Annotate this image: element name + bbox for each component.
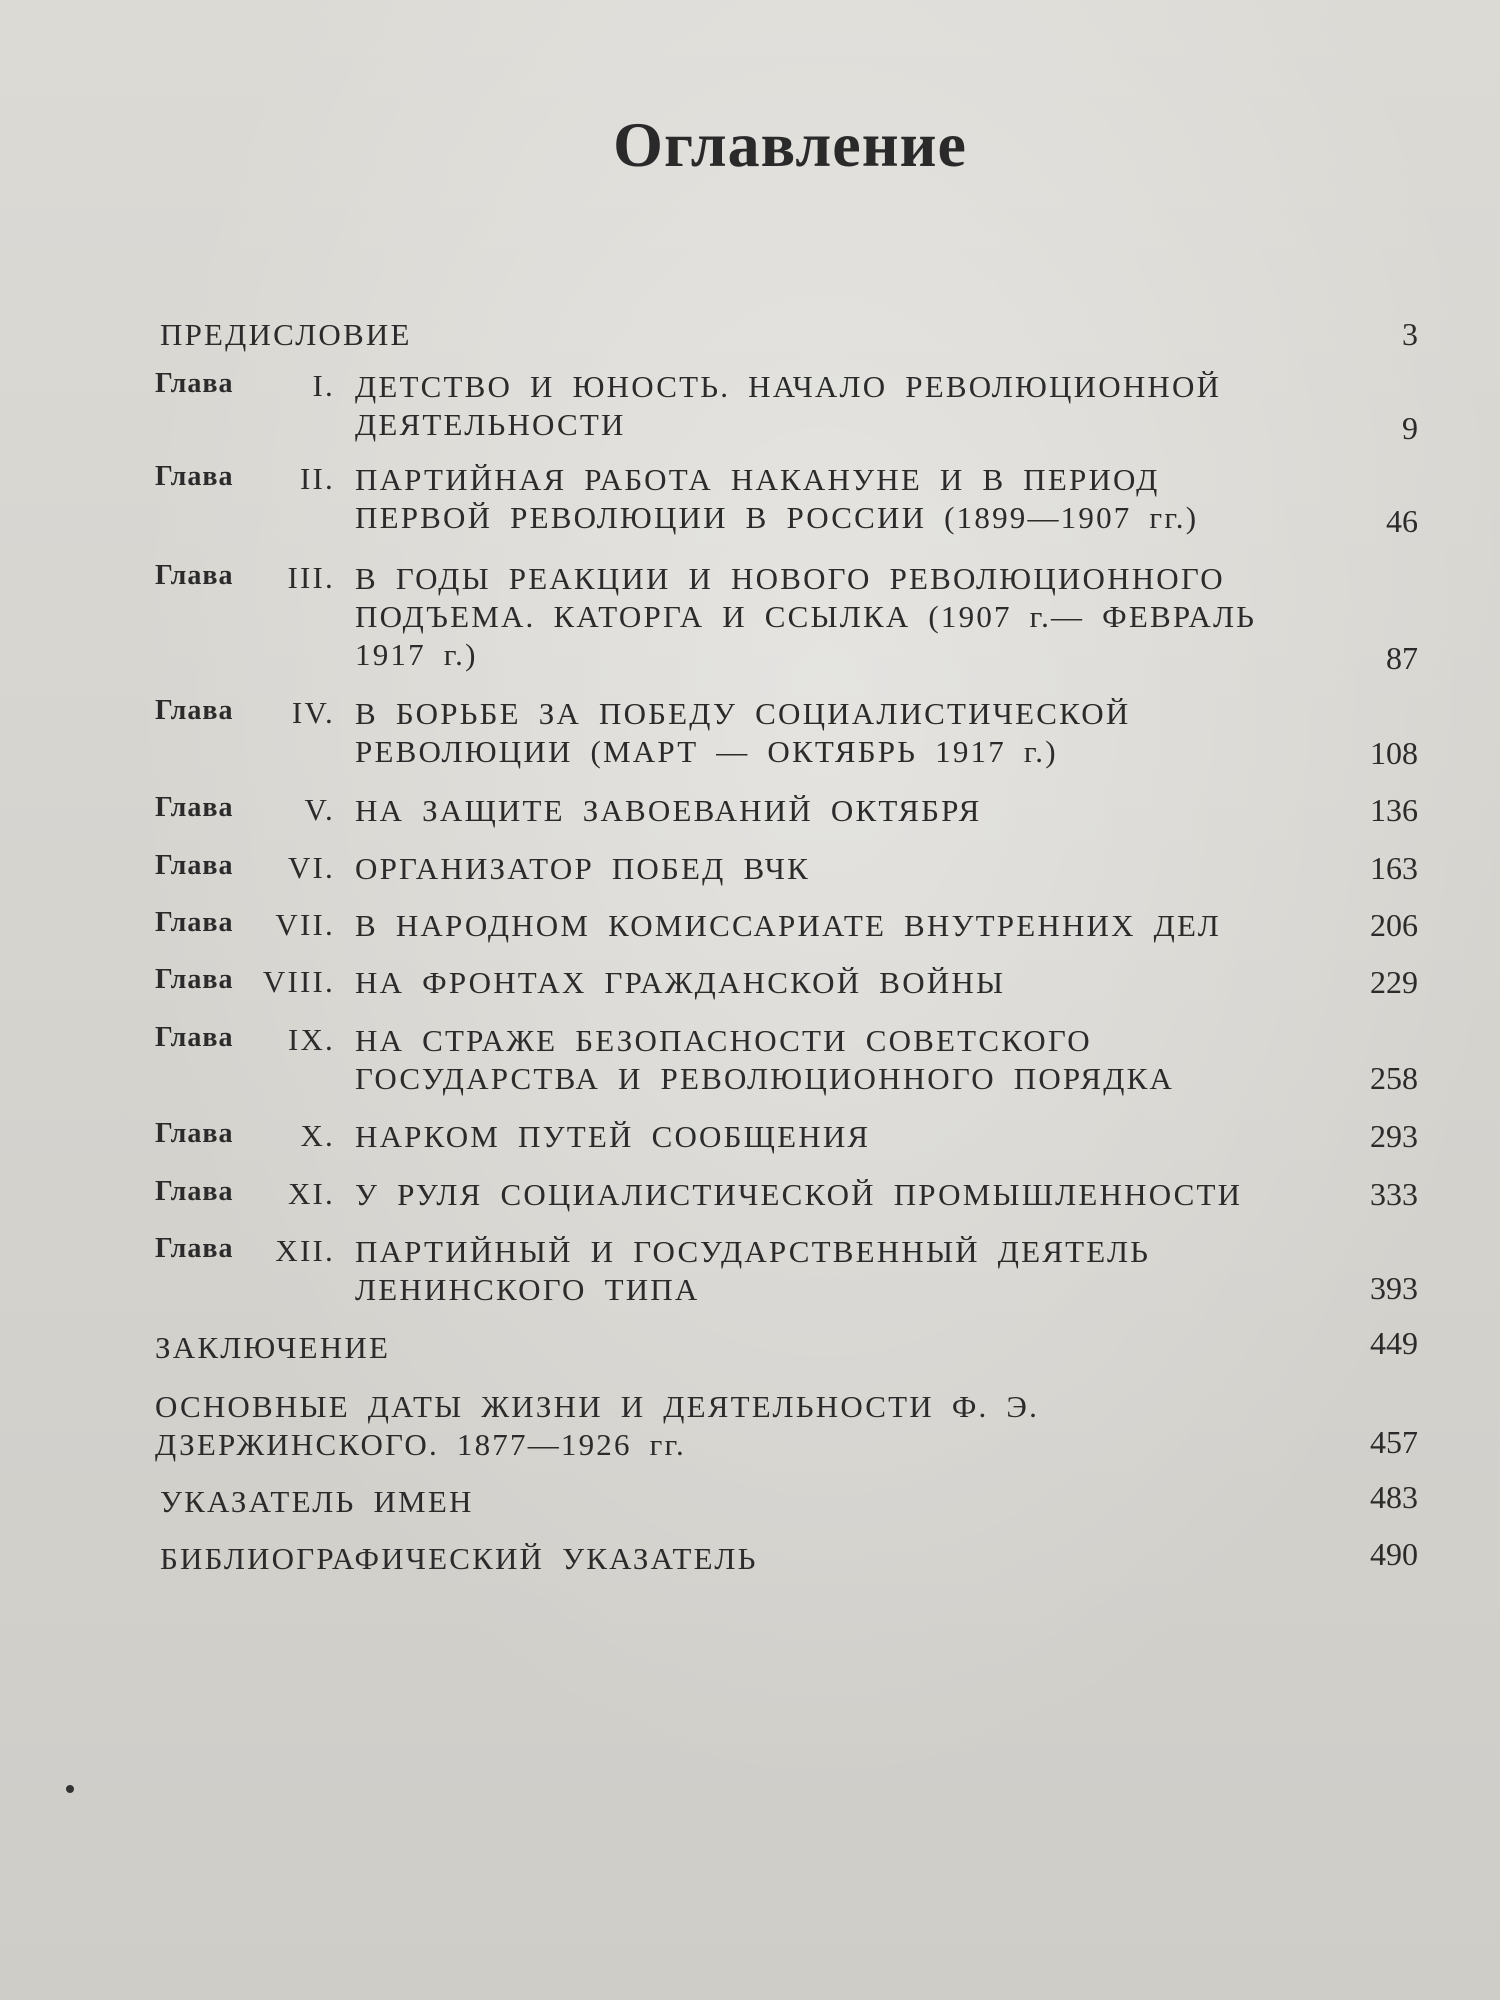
toc-page-number: 163 <box>1370 850 1418 886</box>
toc-chapter-label: Глава <box>155 1233 234 1264</box>
toc-entry-text: ЗАКЛЮЧЕНИЕ <box>155 1330 391 1365</box>
toc-page-number: 457 <box>1370 1424 1418 1460</box>
toc-chapter-label: Глава <box>155 368 234 399</box>
toc-entry-text: ПРЕДИСЛОВИЕ <box>160 317 412 352</box>
toc-page-number: 483 <box>1370 1479 1418 1515</box>
toc-entry-text: НАРКОМ ПУТЕЙ СООБЩЕНИЯ <box>355 1119 871 1154</box>
page-title: Оглавление <box>613 109 967 180</box>
toc-chapter-number: VI. <box>287 850 335 885</box>
toc-page-number: 393 <box>1370 1270 1418 1306</box>
toc-chapter-number: IX. <box>287 1022 335 1057</box>
toc-chapter-number: XII. <box>275 1233 335 1268</box>
toc-page-number: 9 <box>1402 410 1418 446</box>
toc-entry-text: В НАРОДНОМ КОМИССАРИАТЕ ВНУТРЕННИХ ДЕЛ <box>355 908 1221 943</box>
toc-page-number: 87 <box>1386 640 1418 676</box>
toc-entry-text: НА ЗАЩИТЕ ЗАВОЕВАНИЙ ОКТЯБРЯ <box>355 793 982 828</box>
toc-chapter-number: VII. <box>275 907 335 942</box>
toc-page-number: 136 <box>1370 792 1418 828</box>
toc-entry-text: У РУЛЯ СОЦИАЛИСТИЧЕСКОЙ ПРОМЫШЛЕННОСТИ <box>355 1177 1243 1212</box>
toc-chapter-label: Глава <box>155 461 234 492</box>
toc-chapter-label: Глава <box>155 1022 234 1053</box>
toc-entry-text: В ГОДЫ РЕАКЦИИ И НОВОГО РЕВОЛЮЦИОННОГО ПОДЪЕМА. КАТОРГА И ССЫЛКА (1907 г.— ФЕВРАЛЬ 1917 г.) <box>355 561 1257 672</box>
toc-chapter-label: Глава <box>155 964 234 995</box>
toc-chapter-number: II. <box>300 461 335 496</box>
toc-chapter-label: Глава <box>155 560 234 591</box>
toc-entry-text: ПАРТИЙНЫЙ И ГОСУДАРСТВЕННЫЙ ДЕЯТЕЛЬ ЛЕНИНСКОГО ТИПА <box>355 1234 1151 1307</box>
toc-chapter-number: VIII. <box>262 964 335 999</box>
toc-entry-text: НА ФРОНТАХ ГРАЖДАНСКОЙ ВОЙНЫ <box>355 965 1006 1000</box>
toc-chapter-label: Глава <box>155 1176 234 1207</box>
toc-chapter-number: I. <box>312 368 335 403</box>
toc-entry-text: ОСНОВНЫЕ ДАТЫ ЖИЗНИ И ДЕЯТЕЛЬНОСТИ Ф. Э. ДЗЕРЖИНСКОГО. 1877—1926 гг. <box>155 1389 1040 1462</box>
toc-page-number: 3 <box>1402 316 1418 352</box>
toc-chapter-label: Глава <box>155 792 234 823</box>
toc-chapter-label: Глава <box>155 850 234 881</box>
toc-entry-text: НА СТРАЖЕ БЕЗОПАСНОСТИ СОВЕТСКОГО ГОСУДАРСТВА И РЕВОЛЮЦИОННОГО ПОРЯДКА <box>355 1023 1175 1096</box>
toc-chapter-label: Глава <box>155 695 234 726</box>
toc-page-number: 258 <box>1370 1060 1418 1096</box>
toc-entry-text: БИБЛИОГРАФИЧЕСКИЙ УКАЗАТЕЛЬ <box>160 1541 758 1576</box>
toc-entry-text: УКАЗАТЕЛЬ ИМЕН <box>160 1484 474 1519</box>
ink-speck <box>66 1785 74 1793</box>
toc-chapter-number: IV. <box>291 695 335 730</box>
toc-page-number: 333 <box>1370 1176 1418 1212</box>
toc-page-number: 490 <box>1370 1536 1418 1572</box>
toc-page-number: 229 <box>1370 964 1418 1000</box>
toc-page-number: 46 <box>1386 503 1418 539</box>
toc-chapter-label: Глава <box>155 907 234 938</box>
toc-page-number: 108 <box>1370 735 1418 771</box>
toc-chapter-number: X. <box>300 1118 335 1153</box>
toc-page-number: 449 <box>1370 1325 1418 1361</box>
toc-entry-text: В БОРЬБЕ ЗА ПОБЕДУ СОЦИАЛИСТИЧЕСКОЙ РЕВОЛЮЦИИ (МАРТ — ОКТЯБРЬ 1917 г.) <box>355 696 1131 769</box>
toc-chapter-number: XI. <box>287 1176 335 1211</box>
toc-entry-text: ДЕТСТВО И ЮНОСТЬ. НАЧАЛО РЕВОЛЮЦИОННОЙ ДЕЯТЕЛЬНОСТИ <box>355 369 1222 442</box>
toc-entry-text: ПАРТИЙНАЯ РАБОТА НАКАНУНЕ И В ПЕРИОД ПЕРВОЙ РЕВОЛЮЦИИ В РОССИИ (1899—1907 гг.) <box>355 462 1199 535</box>
toc-entry-text: ОРГАНИЗАТОР ПОБЕД ВЧК <box>355 851 810 886</box>
toc-page-number: 206 <box>1370 907 1418 943</box>
toc-page-number: 293 <box>1370 1118 1418 1154</box>
toc-chapter-number: V. <box>304 792 335 827</box>
toc-chapter-label: Глава <box>155 1118 234 1149</box>
toc-chapter-number: III. <box>287 560 335 595</box>
